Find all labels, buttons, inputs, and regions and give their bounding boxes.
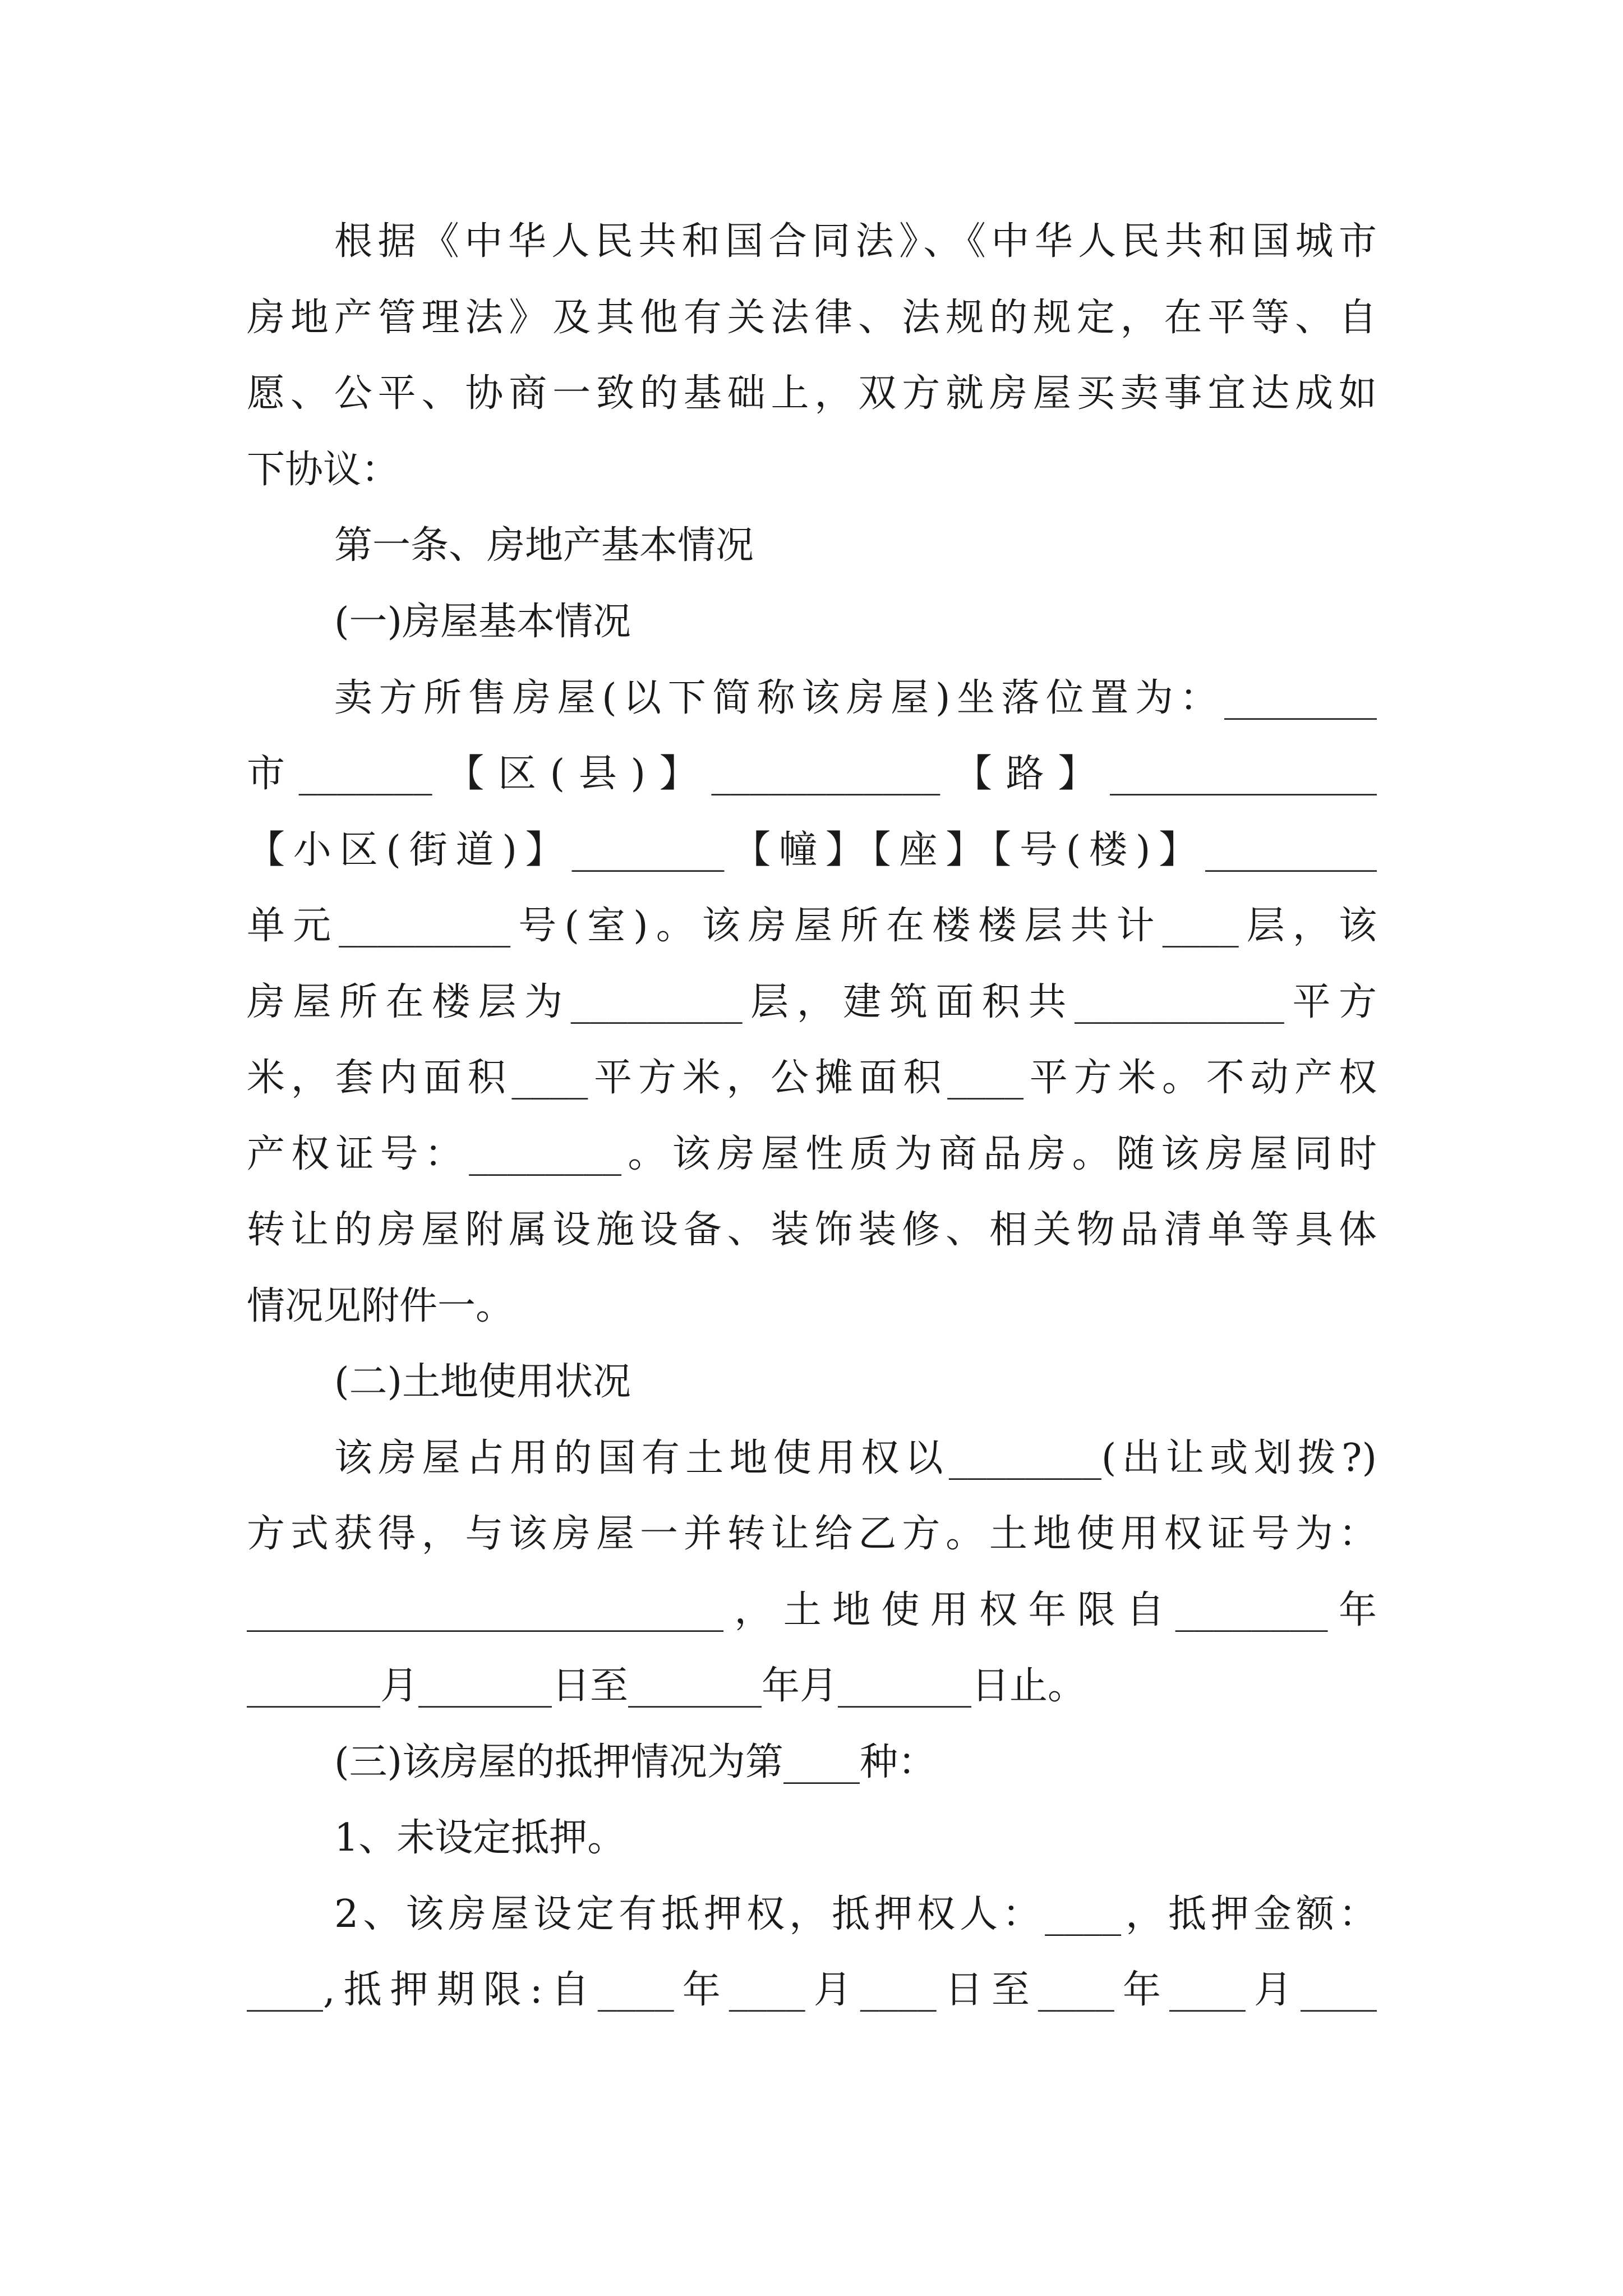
subsection-heading: (三)该房屋的抵押情况为第____种： — [334, 1740, 937, 1784]
list-item: 1、未设定抵押。 — [334, 1816, 626, 1860]
paragraph-line: 愿、公平、协商一致的基础上，双方就房屋买卖事宜达成如 — [247, 371, 1377, 416]
paragraph-line: 米，套内面积____平方米，公摊面积____平方米。不动产权 — [247, 1056, 1377, 1100]
paragraph-line: 情况见附件一。 — [247, 1284, 514, 1328]
paragraph-line: _________________________，土地使用权年限自________年 — [247, 1588, 1377, 1632]
paragraph-line: 下协议： — [247, 448, 400, 492]
paragraph-line: 市_______【区(县)】____________【路】______________ — [247, 752, 1377, 796]
paragraph-line: 产权证号：________。该房屋性质为商品房。随该房屋同时 — [247, 1132, 1377, 1176]
subsection-heading: (一)房屋基本情况 — [334, 600, 631, 644]
paragraph-line: 单元_________号(室)。该房屋所在楼楼层共计____层，该 — [247, 904, 1377, 948]
paragraph-line: 该房屋占用的国有土地使用权以________(出让或划拨?) — [334, 1436, 1377, 1480]
paragraph-line: 转让的房屋附属设施设备、装饰装修、相关物品清单等具体 — [247, 1208, 1377, 1252]
paragraph-line: 方式获得，与该房屋一并转让给乙方。土地使用权证号为： — [247, 1512, 1377, 1556]
list-item: 2、该房屋设定有抵押权，抵押权人：____，抵押金额： — [334, 1892, 1377, 1936]
paragraph-line: 【小区(街道)】________【幢】【座】【号(楼)】_________ — [247, 828, 1377, 872]
paragraph-line: 根据《中华人民共和国合同法》、《中华人民共和国城市 — [334, 219, 1377, 264]
subsection-heading: (二)土地使用状况 — [334, 1360, 631, 1404]
section-heading: 第一条、房地产基本情况 — [334, 523, 754, 568]
paragraph-line: _______月_______日至_______年月_______日止。 — [247, 1664, 1086, 1708]
paragraph-line: 卖方所售房屋(以下简称该房屋)坐落位置为：________ — [334, 676, 1377, 720]
paragraph-line: 房屋所在楼层为_________层，建筑面积共___________平方 — [247, 980, 1377, 1024]
paragraph-line: 房地产管理法》及其他有关法律、法规的规定，在平等、自 — [247, 296, 1377, 340]
paragraph-line: ____,抵押期限:自____年____月____日至____年____月____ — [247, 1968, 1377, 2012]
